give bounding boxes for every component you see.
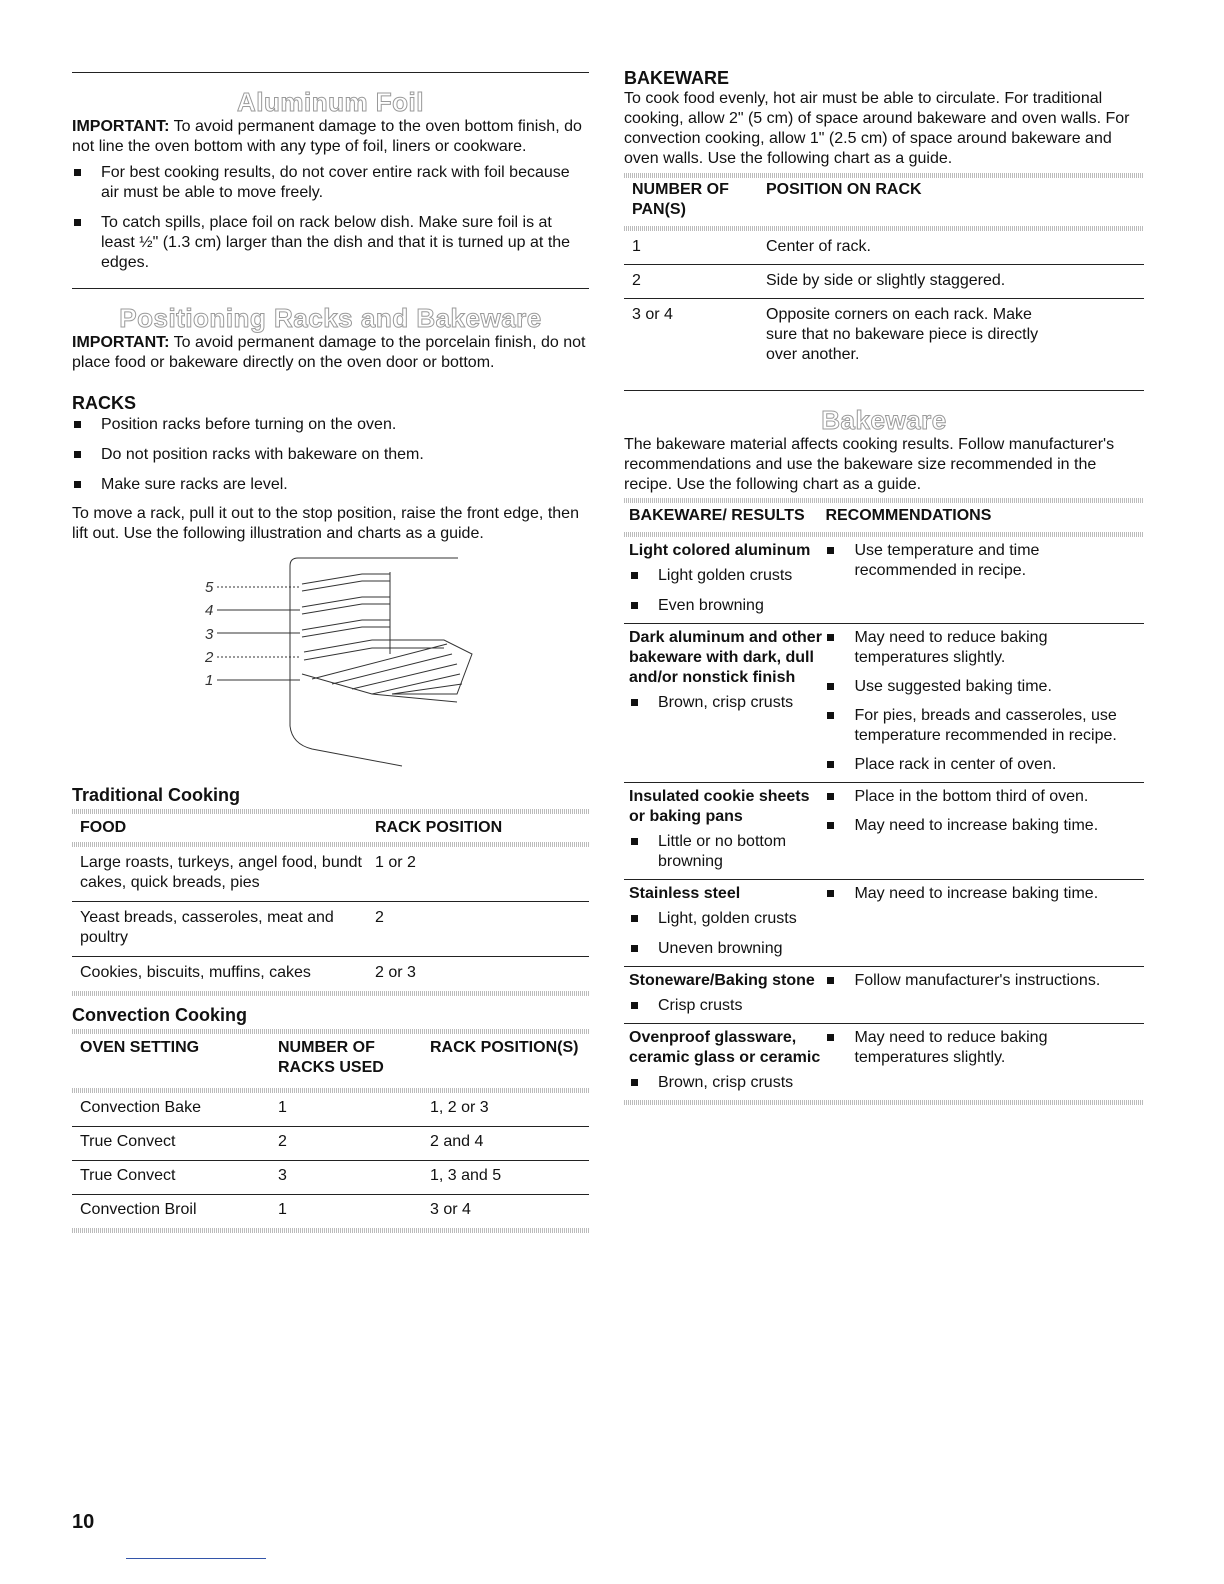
rack-number-3: 3 <box>205 625 214 643</box>
bakeware-title: Bakeware <box>821 405 947 435</box>
footer-rule <box>126 1558 266 1559</box>
left-column <box>72 0 589 1233</box>
table-row: 2 Side by side or slightly staggered. <box>624 265 1144 299</box>
col-header-position-on-rack: POSITION ON RACK <box>766 181 922 198</box>
racks-bullet: Make sure racks are level. <box>72 475 589 495</box>
bakeware-table-body <box>624 537 1144 1100</box>
convection-table <box>72 1034 589 1082</box>
table-row: Dark aluminum and other bakeware with dark, dull and/or nonstick finish Brown, crisp crusts May need to reduce baking temperatures slightly. Use suggested baking time. For pies, breads and casseroles, use temperature recommended in recipe. Place rack in center of oven. <box>624 624 1144 783</box>
right-column <box>624 0 1144 1105</box>
traditional-table-body <box>72 847 589 991</box>
col-header-food: FOOD <box>80 819 127 836</box>
racks-bullet: Do not position racks with bakeware on them. <box>72 445 589 465</box>
convection-table-body <box>72 1093 589 1228</box>
col-header-racks-used: NUMBER OF RACKS USED <box>278 1039 384 1076</box>
table-row: Large roasts, turkeys, angel food, bundt cakes, quick breads, pies 1 or 2 <box>72 847 589 902</box>
table-row: Light colored aluminum Light golden crusts Even browning Use temperature and time recommended in recipe. <box>624 537 1144 624</box>
table-row: Ovenproof glassware, ceramic glass or ceramic Brown, crisp crusts May need to reduce baking temperatures slightly. <box>624 1024 1144 1100</box>
table-row: Insulated cookie sheets or baking pans Little or no bottom browning Place in the bottom third of oven. May need to increase baking time. <box>624 783 1144 880</box>
traditional-heading: Traditional Cooking <box>72 785 241 805</box>
table-row: Cookies, biscuits, muffins, cakes 2 or 3 <box>80 964 416 981</box>
pan-position-table <box>624 178 1144 224</box>
foil-bullet: To catch spills, place foil on rack below dish. Make sure foil is at least ½" (1.3 cm) larger than the dish and that it is turned up at the edges. <box>72 213 589 273</box>
table-row: 1 Center of rack. <box>624 231 1144 265</box>
traditional-table <box>72 814 589 842</box>
table-row: True Convect 3 1, 3 and 5 <box>72 1161 589 1195</box>
bakeware-table <box>624 503 1144 530</box>
col-header-number-of-pans: NUMBER OF PAN(S) <box>632 181 729 218</box>
convection-heading: Convection Cooking <box>72 1005 247 1025</box>
col-header-rack-positions: RACK POSITION(S) <box>430 1039 579 1056</box>
foil-important: IMPORTANT: To avoid permanent damage to the oven bottom finish, do not line the oven bottom with any type of foil, liners or cookware. <box>72 118 582 155</box>
table-row: 3 or 4 Opposite corners on each rack. Make sure that no bakeware piece is directly over another. <box>632 306 1039 363</box>
bakeware-heading: BAKEWARE <box>624 68 730 88</box>
table-row: Convection Broil 1 3 or 4 <box>80 1201 471 1218</box>
rack-number-2: 2 <box>205 648 214 666</box>
pan-position-table-body <box>624 231 1144 372</box>
col-header-rack-position: RACK POSITION <box>375 819 503 836</box>
move-rack-text: To move a rack, pull it out to the stop position, raise the front edge, then lift out. Use the following illustration and charts as a guide. <box>72 505 579 542</box>
bakeware-material-intro: The bakeware material affects cooking results. Follow manufacturer's recommendations and use the bakeware size recommended in the recipe. Use the following chart as a guide. <box>624 436 1115 493</box>
positioning-important: IMPORTANT: To avoid permanent damage to the porcelain finish, do not place food or bakeware directly on the oven door or bottom. <box>72 334 586 371</box>
rack-number-5: 5 <box>205 579 214 596</box>
col-header-recommendations: RECOMMENDATIONS <box>825 507 992 524</box>
aluminum-foil-title: Aluminum Foil <box>236 87 425 117</box>
table-row: Convection Bake 1 1, 2 or 3 <box>72 1093 589 1127</box>
col-header-bakeware-results: BAKEWARE/ RESULTS <box>629 507 805 524</box>
rack-illustration <box>72 544 589 774</box>
rack-number-4: 4 <box>205 602 214 620</box>
racks-heading: RACKS <box>72 393 137 413</box>
table-row: True Convect 2 2 and 4 <box>72 1127 589 1161</box>
col-header-oven-setting: OVEN SETTING <box>80 1039 200 1056</box>
page-number: 10 <box>72 1511 95 1533</box>
positioning-title: Positioning Racks and Bakeware <box>119 303 542 333</box>
table-row: Stainless steel Light, golden crusts Uneven browning May need to increase baking time. <box>624 880 1144 967</box>
rack-number-1: 1 <box>205 672 214 690</box>
racks-bullet: Position racks before turning on the oven. <box>72 415 589 435</box>
foil-bullet: For best cooking results, do not cover entire rack with foil because air must be able to move freely. <box>72 163 589 203</box>
table-row: Stoneware/Baking stone Crisp crusts Follow manufacturer's instructions. <box>624 967 1144 1024</box>
bakeware-intro: To cook food evenly, hot air must be able to circulate. For traditional cooking, allow 2" (5 cm) of space around bakeware and oven walls. For convection cooking, allow 1" (2.5 cm) of space around bakeware and oven walls. Use the following chart as a guide. <box>624 90 1130 167</box>
table-row: Yeast breads, casseroles, meat and poultry 2 <box>72 902 589 957</box>
